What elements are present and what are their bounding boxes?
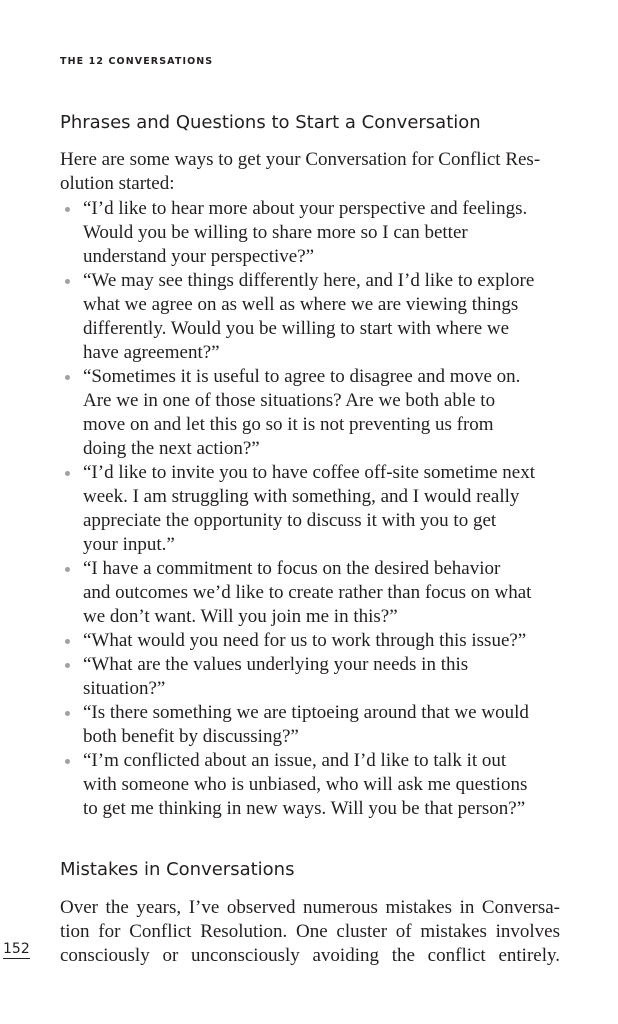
list-line: understand your perspective?” (83, 246, 315, 267)
bullet-icon (65, 639, 70, 644)
intro-line: Here are some ways to get your Conversation for Conflict Res- (60, 149, 541, 170)
bullet-icon (65, 711, 70, 716)
list-line: both benefit by discussing?” (83, 726, 299, 747)
list-item (60, 557, 564, 629)
running-head: THE 12 CONVERSATIONS (60, 56, 214, 67)
list-item (60, 629, 564, 653)
list-item (60, 269, 564, 365)
list-item (60, 749, 564, 821)
bullet-icon (65, 207, 70, 212)
list-line: week. I am struggling with something, and I would really (83, 486, 520, 507)
list-line: “I’m conflicted about an issue, and I’d like to talk it out (83, 750, 507, 771)
list-line: and outcomes we’d like to create rather than focus on what (83, 582, 532, 603)
list-item (60, 197, 564, 269)
bullet-icon (65, 375, 70, 380)
list-line: “Is there something we are tiptoeing around that we would (83, 702, 529, 723)
list-line: situation?” (83, 678, 166, 699)
list-item (60, 365, 564, 461)
bullet-icon (65, 567, 70, 572)
list-line: your input.” (83, 534, 175, 555)
list-line: what we agree on as well as where we are viewing things (83, 294, 519, 315)
bullet-icon (65, 759, 70, 764)
list-line: appreciate the opportunity to discuss it with you to get (83, 510, 497, 531)
list-line: with someone who is unbiased, who will ask me questions (83, 774, 528, 795)
page-number: 152 (3, 941, 30, 957)
list-line: Are we in one of those situations? Are we both able to (83, 390, 496, 411)
phrases-list (60, 197, 564, 821)
list-line: “Sometimes it is useful to agree to disagree and move on. (83, 366, 521, 387)
intro-paragraph (60, 148, 560, 196)
mistakes-paragraph (60, 896, 560, 968)
bullet-icon (65, 279, 70, 284)
list-line: to get me thinking in new ways. Will you be that person?” (83, 798, 526, 819)
list-line: differently. Would you be willing to start with where we (83, 318, 510, 339)
paragraph-line: tion for Conflict Resolution. One cluster of mistakes involves (60, 921, 560, 942)
list-line: “We may see things differently here, and I’d like to explore (83, 270, 535, 291)
bullet-icon (65, 663, 70, 668)
list-line: move on and let this go so it is not preventing us from (83, 414, 494, 435)
list-line: we don’t want. Will you join me in this?” (83, 606, 398, 627)
paragraph-line: consciously or unconsciously avoiding the conflict entirely. (60, 945, 560, 966)
section-heading-phrases: Phrases and Questions to Start a Conversation (60, 112, 481, 133)
bullet-icon (65, 471, 70, 476)
list-line: “I’d like to invite you to have coffee off-site sometime next (83, 462, 535, 483)
list-line: “I have a commitment to focus on the desired behavior (83, 558, 501, 579)
list-item (60, 701, 564, 749)
section-heading-mistakes: Mistakes in Conversations (60, 859, 295, 880)
list-line: “What would you need for us to work through this issue?” (83, 630, 527, 651)
list-line: doing the next action?” (83, 438, 260, 459)
intro-line: olution started: (60, 173, 175, 194)
paragraph-line: Over the years, I’ve observed numerous mistakes in Conversa- (60, 897, 560, 918)
list-line: “I’d like to hear more about your perspective and feelings. (83, 198, 528, 219)
list-item (60, 461, 564, 557)
list-line: Would you be willing to share more so I can better (83, 222, 468, 243)
list-line: “What are the values underlying your needs in this (83, 654, 469, 675)
list-line: have agreement?” (83, 342, 220, 363)
list-item (60, 653, 564, 701)
